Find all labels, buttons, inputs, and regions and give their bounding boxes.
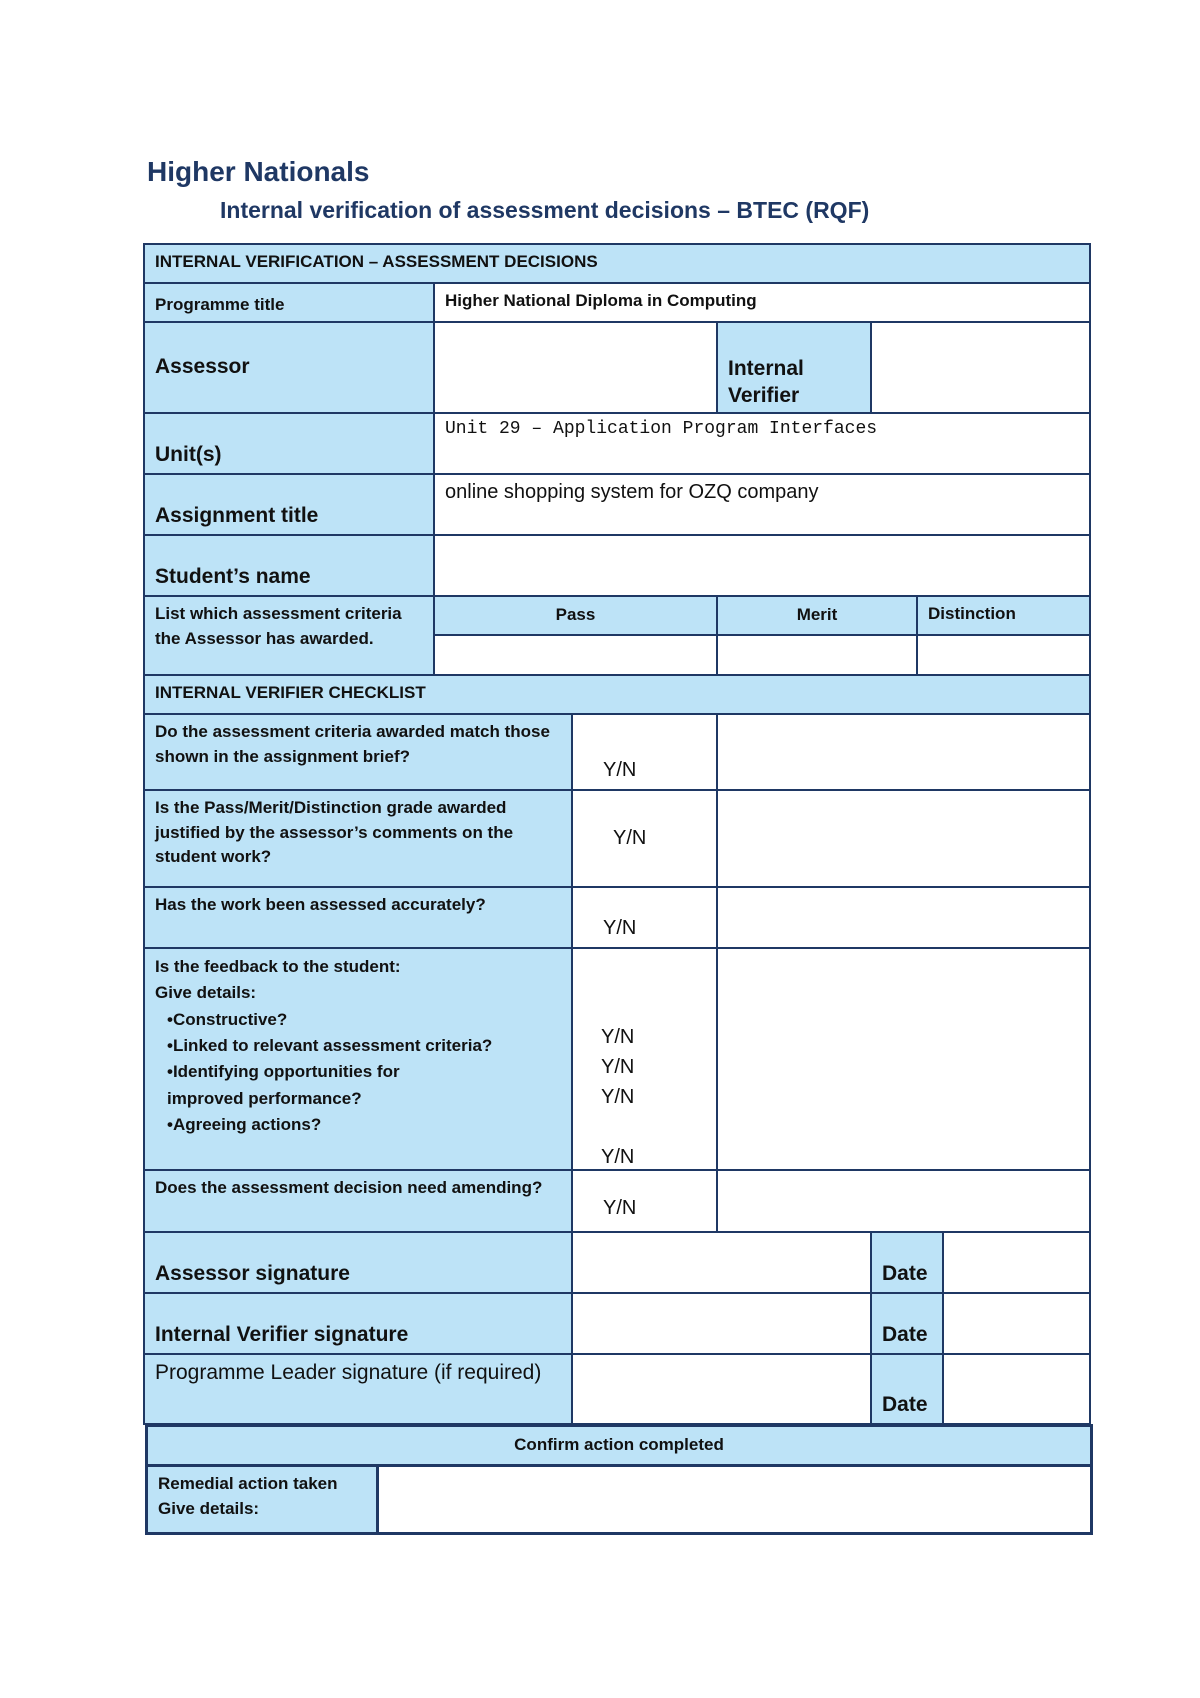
verification-form <box>143 243 1091 1518</box>
unit-field[interactable]: Unit 29 – Application Program Interfaces <box>433 412 1091 475</box>
feedback-item: • Linked to relevant assessment criteria? <box>167 1033 561 1059</box>
assignment-title-label: Assignment title <box>143 473 435 536</box>
assessor-date-field[interactable] <box>942 1231 1091 1294</box>
remedial-action-field[interactable] <box>376 1464 1093 1535</box>
student-name-label: Student’s name <box>143 534 435 597</box>
programme-leader-date-field[interactable] <box>942 1353 1091 1425</box>
assignment-title-field[interactable]: online shopping system for OZQ company <box>433 473 1091 536</box>
criteria-label: List which assessment criteria the Assessor has awarded. <box>143 595 435 676</box>
programme-leader-signature-label: Programme Leader signature (if required) <box>143 1353 573 1425</box>
decisions-heading: INTERNAL VERIFICATION – ASSESSMENT DECISIONS <box>143 243 1091 284</box>
answer-opportunities[interactable]: Y/N <box>601 1086 635 1108</box>
comment-amending[interactable] <box>716 1169 1091 1233</box>
feedback-give-details: Give details: <box>155 983 257 1003</box>
assessor-label: Assessor <box>143 321 435 414</box>
assessor-signature-label: Assessor signature <box>143 1231 573 1294</box>
document-title: Higher Nationals <box>147 156 370 187</box>
answer-amending[interactable]: Y/N <box>571 1169 718 1233</box>
checklist-heading: INTERNAL VERIFIER CHECKLIST <box>143 674 1091 715</box>
answer-assessed-accurately[interactable]: Y/N <box>571 886 718 949</box>
feedback-item: • Constructive? <box>167 1007 561 1033</box>
pass-header: Pass <box>433 595 718 636</box>
internal-verifier-date-field[interactable] <box>942 1292 1091 1355</box>
comment-grade-justified[interactable] <box>716 789 1091 888</box>
programme-title-label: Programme title <box>143 282 435 323</box>
programme-title-field[interactable]: Higher National Diploma in Computing <box>433 282 1091 323</box>
feedback-criteria-list <box>155 1007 561 1139</box>
comment-criteria-match[interactable] <box>716 713 1091 791</box>
remedial-give-details: Give details: <box>158 1498 260 1518</box>
student-name-field[interactable] <box>433 534 1091 597</box>
question-feedback <box>143 947 573 1171</box>
merit-header: Merit <box>716 595 918 636</box>
distinction-field[interactable] <box>916 634 1091 676</box>
internal-verifier-date-label: Date <box>870 1292 944 1355</box>
feedback-item: • Identifying opportunities for improved performance? <box>167 1059 561 1112</box>
answer-criteria-match[interactable]: Y/N <box>571 713 718 791</box>
assessor-field[interactable] <box>433 321 718 414</box>
internal-verifier-field[interactable] <box>870 321 1091 414</box>
merit-field[interactable] <box>716 634 918 676</box>
assessor-date-label: Date <box>870 1231 944 1294</box>
internal-verifier-label: Internal Verifier <box>716 321 872 414</box>
question-criteria-match: Do the assessment criteria awarded match those shown in the assignment brief? <box>143 713 573 791</box>
answer-linked-criteria[interactable]: Y/N <box>601 1056 635 1078</box>
question-assessed-accurately: Has the work been assessed accurately? <box>143 886 573 949</box>
answer-constructive[interactable]: Y/N <box>601 1026 635 1048</box>
comment-assessed-accurately[interactable] <box>716 886 1091 949</box>
feedback-item: • Agreeing actions? <box>167 1112 561 1138</box>
assessor-signature-field[interactable] <box>571 1231 872 1294</box>
internal-verifier-signature-field[interactable] <box>571 1292 872 1355</box>
confirm-action-heading: Confirm action completed <box>145 1424 1093 1467</box>
internal-verifier-signature-label: Internal Verifier signature <box>143 1292 573 1355</box>
question-grade-justified: Is the Pass/Merit/Distinction grade awarded justified by the assessor’s comments on the student work? <box>143 789 573 888</box>
answer-agreeing-actions[interactable]: Y/N <box>601 1146 635 1168</box>
programme-leader-date-label: Date <box>870 1353 944 1425</box>
feedback-intro: Is the feedback to the student: <box>155 957 401 976</box>
document-subtitle: Internal verification of assessment decisions – BTEC (RQF) <box>220 197 870 223</box>
pass-field[interactable] <box>433 634 718 676</box>
remedial-action-label <box>145 1464 379 1535</box>
comment-feedback[interactable] <box>716 947 1091 1171</box>
distinction-header: Distinction <box>916 595 1091 636</box>
remedial-action-title: Remedial action taken <box>158 1474 338 1493</box>
question-amending: Does the assessment decision need amending? <box>143 1169 573 1233</box>
answers-feedback <box>571 947 718 1171</box>
programme-leader-signature-field[interactable] <box>571 1353 872 1425</box>
unit-label: Unit(s) <box>143 412 435 475</box>
answer-grade-justified[interactable]: Y/N <box>571 789 718 888</box>
